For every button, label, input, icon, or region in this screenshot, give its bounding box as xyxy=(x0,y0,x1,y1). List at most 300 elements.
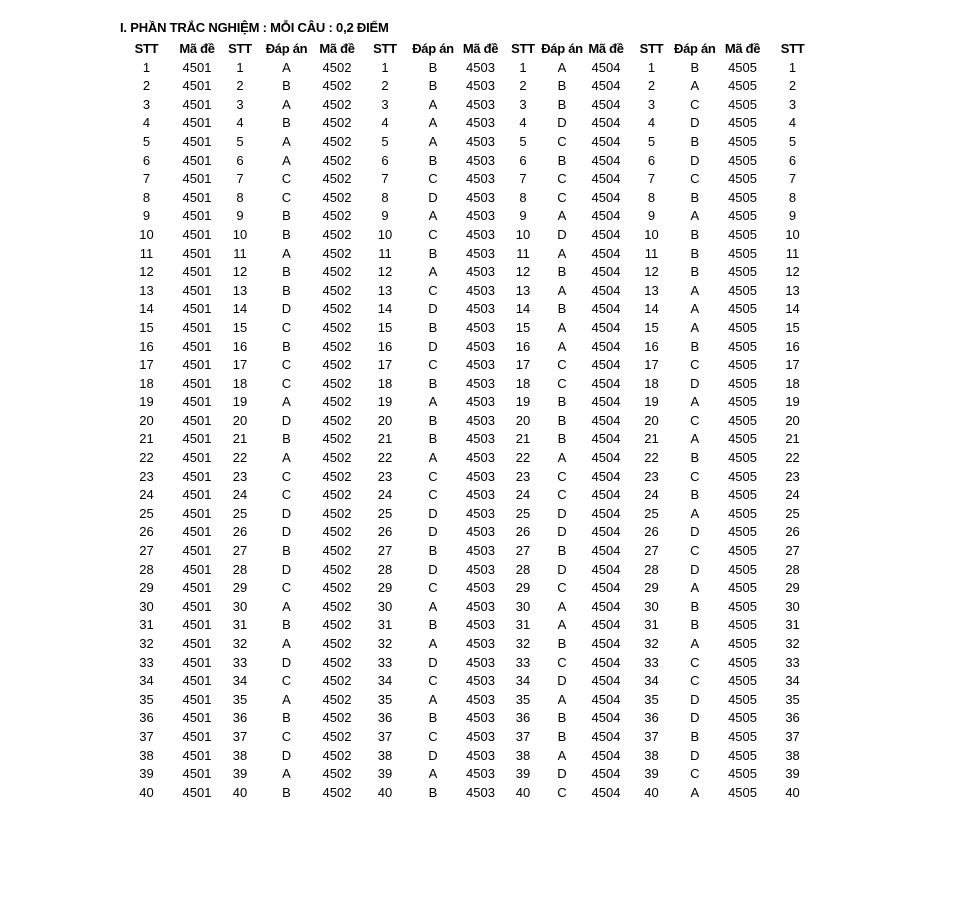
table-cell: 4504 xyxy=(591,654,621,670)
table-cell: 8 xyxy=(788,189,797,205)
table-cell: C xyxy=(690,171,700,187)
table-cell: D xyxy=(690,152,700,168)
table-cell: 38 xyxy=(232,747,248,763)
table-cell: B xyxy=(690,338,700,354)
table-cell: 20 xyxy=(515,412,531,428)
table-cell: 16 xyxy=(785,338,800,354)
table-cell: 33 xyxy=(232,654,248,670)
table-cell: 9 xyxy=(788,208,797,224)
table-cell: A xyxy=(282,394,291,410)
table-cell: B xyxy=(428,245,438,261)
table-cell: 4505 xyxy=(728,226,757,242)
table-cell: 4501 xyxy=(182,784,212,800)
table-cell: 14 xyxy=(232,301,248,317)
table-cell: 36 xyxy=(515,710,531,726)
table-row xyxy=(120,245,816,264)
table-cell: 1 xyxy=(788,59,797,75)
table-cell: 23 xyxy=(785,468,800,484)
table-body xyxy=(120,59,816,803)
table-cell: B xyxy=(557,412,567,428)
column-header: Mã đề xyxy=(179,41,215,56)
table-cell: 31 xyxy=(232,617,248,633)
table-cell: C xyxy=(557,189,567,205)
table-cell: 3 xyxy=(788,96,797,112)
table-cell: 4504 xyxy=(591,189,621,205)
table-cell: C xyxy=(281,319,292,335)
table-cell: 4501 xyxy=(182,338,212,354)
table-cell: 4501 xyxy=(182,450,212,466)
table-cell: 4504 xyxy=(591,505,621,521)
table-cell: 20 xyxy=(139,412,154,428)
table-cell: A xyxy=(282,152,291,168)
table-cell: 4502 xyxy=(322,636,352,651)
table-cell: 4502 xyxy=(322,412,352,428)
table-cell: 28 xyxy=(377,561,393,577)
table-cell: 4503 xyxy=(466,394,495,410)
table-cell: A xyxy=(282,96,291,112)
table-cell: 4505 xyxy=(728,728,757,744)
table-cell: 4502 xyxy=(322,747,352,763)
table-cell: C xyxy=(557,654,567,670)
table-cell: 34 xyxy=(644,673,659,689)
table-cell: 29 xyxy=(515,580,531,596)
table-cell: 35 xyxy=(785,691,800,707)
table-cell: 5 xyxy=(381,133,389,149)
table-cell: 4505 xyxy=(728,784,757,800)
table-cell: 4501 xyxy=(182,580,212,596)
table-cell: 4501 xyxy=(182,431,212,447)
table-cell: 4 xyxy=(236,115,244,131)
table-cell: 12 xyxy=(785,264,800,280)
table-cell: 35 xyxy=(139,691,154,707)
table-cell: A xyxy=(690,431,700,447)
table-cell: 7 xyxy=(381,171,389,187)
table-cell: 4502 xyxy=(322,561,352,577)
table-cell: 34 xyxy=(139,673,154,689)
table-cell: 4503 xyxy=(466,561,495,577)
table-cell: 4502 xyxy=(322,784,352,800)
table-cell: B xyxy=(690,450,700,466)
table-cell: 29 xyxy=(377,580,393,596)
table-cell: 36 xyxy=(644,710,659,726)
table-row xyxy=(120,356,816,375)
table-cell: 10 xyxy=(644,226,659,242)
table-cell: B xyxy=(557,301,567,317)
table-cell: 6 xyxy=(647,152,656,168)
table-cell: 13 xyxy=(377,282,393,298)
table-cell: 39 xyxy=(232,766,248,782)
table-cell: 4503 xyxy=(466,580,495,596)
table-cell: 4504 xyxy=(591,487,621,503)
table-cell: 27 xyxy=(232,543,248,559)
table-cell: 6 xyxy=(236,152,244,168)
table-cell: 8 xyxy=(381,189,389,205)
table-cell: 16 xyxy=(644,338,659,354)
table-cell: 4502 xyxy=(322,450,352,466)
table-cell: 4503 xyxy=(466,747,495,763)
table-cell: C xyxy=(281,357,292,373)
table-cell: 40 xyxy=(515,784,531,800)
table-row xyxy=(120,449,816,468)
table-cell: 4504 xyxy=(591,728,621,744)
table-cell: 4503 xyxy=(466,357,495,373)
table-cell: A xyxy=(282,450,291,466)
table-cell: B xyxy=(690,226,700,242)
table-cell: 15 xyxy=(515,319,531,335)
table-cell: 5 xyxy=(142,133,151,149)
table-cell: 35 xyxy=(515,691,531,707)
table-row xyxy=(120,709,816,728)
table-cell: 39 xyxy=(644,766,659,782)
table-cell: 21 xyxy=(644,431,659,447)
table-cell: 3 xyxy=(236,96,244,112)
table-cell: 18 xyxy=(644,375,659,391)
table-row xyxy=(120,747,816,766)
table-cell: C xyxy=(428,171,438,187)
table-cell: 37 xyxy=(377,728,393,744)
table-cell: 18 xyxy=(785,375,800,391)
table-cell: 4502 xyxy=(322,264,352,280)
table-cell: 4505 xyxy=(728,115,757,131)
table-cell: 4504 xyxy=(591,710,621,726)
table-cell: B xyxy=(690,598,700,614)
column-header: STT xyxy=(134,41,159,56)
table-cell: 4502 xyxy=(322,654,352,670)
table-cell: A xyxy=(428,598,438,614)
table-cell: 37 xyxy=(785,728,800,744)
table-cell: 28 xyxy=(644,561,659,577)
table-cell: 4502 xyxy=(322,617,352,633)
table-cell: B xyxy=(557,636,567,651)
table-cell: C xyxy=(557,580,567,596)
table-cell: A xyxy=(690,282,700,298)
table-cell: 4501 xyxy=(182,152,212,168)
table-cell: 4505 xyxy=(728,766,757,782)
table-row xyxy=(120,765,816,784)
table-row xyxy=(120,672,816,691)
table-row xyxy=(120,300,816,319)
table-cell: 34 xyxy=(232,673,248,689)
table-cell: 26 xyxy=(139,524,154,540)
table-cell: 4501 xyxy=(182,766,212,782)
table-cell: 4505 xyxy=(728,598,757,614)
table-cell: 4503 xyxy=(466,375,495,391)
table-cell: 21 xyxy=(377,431,393,447)
column-header: STT xyxy=(511,41,535,56)
table-cell: 4501 xyxy=(182,543,212,559)
table-cell: 5 xyxy=(236,133,244,149)
table-cell: 7 xyxy=(647,171,656,187)
table-cell: 2 xyxy=(647,78,656,94)
table-cell: 4502 xyxy=(322,301,352,317)
table-cell: 26 xyxy=(644,524,659,540)
table-cell: 4502 xyxy=(322,710,352,726)
table-cell: 31 xyxy=(377,617,393,633)
table-cell: 4505 xyxy=(728,264,757,280)
table-cell: 4504 xyxy=(591,412,621,428)
table-cell: 4504 xyxy=(591,524,621,540)
table-cell: D xyxy=(557,505,567,521)
table-cell: 4501 xyxy=(182,96,212,112)
table-cell: 27 xyxy=(644,543,659,559)
table-cell: 20 xyxy=(377,412,393,428)
table-cell: 4502 xyxy=(322,598,352,614)
table-cell: 4503 xyxy=(466,766,495,782)
table-cell: 10 xyxy=(515,226,531,242)
table-row xyxy=(120,523,816,542)
table-cell: 39 xyxy=(515,766,531,782)
table-cell: D xyxy=(690,747,700,763)
table-cell: 4 xyxy=(647,115,656,131)
table-cell: 4501 xyxy=(182,319,212,335)
table-cell: 4505 xyxy=(728,394,757,410)
table-row xyxy=(120,784,816,803)
table-cell: 7 xyxy=(236,171,244,187)
table-cell: 4505 xyxy=(728,208,757,224)
table-cell: A xyxy=(557,245,567,261)
table-cell: 23 xyxy=(377,468,393,484)
table-cell: 4503 xyxy=(466,673,495,689)
table-row xyxy=(120,375,816,394)
table-cell: 33 xyxy=(377,654,393,670)
table-cell: C xyxy=(281,728,292,744)
table-cell: 32 xyxy=(377,636,393,651)
table-cell: A xyxy=(557,59,567,75)
table-cell: D xyxy=(428,524,438,540)
table-cell: 30 xyxy=(515,598,531,614)
table-cell: B xyxy=(282,710,291,726)
table-cell: 4504 xyxy=(591,59,621,75)
column-header: STT xyxy=(780,41,805,56)
table-cell: 16 xyxy=(515,338,531,354)
table-cell: 31 xyxy=(139,617,154,633)
table-cell: 4505 xyxy=(728,133,757,149)
table-cell: 4504 xyxy=(591,245,621,261)
table-cell: C xyxy=(281,580,292,596)
table-cell: 34 xyxy=(515,673,531,689)
table-cell: 12 xyxy=(377,264,393,280)
table-cell: D xyxy=(557,226,567,242)
table-cell: 4503 xyxy=(466,636,495,651)
table-cell: 36 xyxy=(377,710,393,726)
table-cell: 16 xyxy=(232,338,248,354)
table-cell: 4504 xyxy=(591,96,621,112)
table-cell: C xyxy=(557,375,567,391)
table-cell: 5 xyxy=(519,133,527,149)
table-cell: 4504 xyxy=(591,580,621,596)
table-cell: 12 xyxy=(515,264,531,280)
table-cell: C xyxy=(428,282,438,298)
table-cell: 22 xyxy=(232,450,248,466)
table-cell: A xyxy=(690,208,700,224)
table-cell: 1 xyxy=(519,59,527,75)
table-cell: A xyxy=(282,766,291,782)
table-cell: 6 xyxy=(142,152,151,168)
table-cell: 18 xyxy=(139,375,154,391)
column-header: Mã đề xyxy=(462,41,499,56)
table-cell: 4505 xyxy=(728,561,757,577)
table-cell: 4505 xyxy=(728,319,757,335)
table-cell: 14 xyxy=(785,301,800,317)
table-cell: 31 xyxy=(785,617,800,633)
table-cell: 4501 xyxy=(182,412,212,428)
table-cell: A xyxy=(557,338,567,354)
table-cell: B xyxy=(557,728,567,744)
table-cell: C xyxy=(690,673,700,689)
table-cell: 4501 xyxy=(182,171,212,187)
table-cell: 4505 xyxy=(728,580,757,596)
table-cell: 4504 xyxy=(591,450,621,466)
table-cell: 22 xyxy=(644,450,659,466)
table-cell: 30 xyxy=(785,598,800,614)
table-cell: C xyxy=(281,487,292,503)
table-cell: 4501 xyxy=(182,524,212,540)
table-cell: 4503 xyxy=(466,264,495,280)
table-cell: 1 xyxy=(647,59,656,75)
table-cell: C xyxy=(690,412,700,428)
table-cell: C xyxy=(690,96,700,112)
table-cell: 4504 xyxy=(591,152,621,168)
table-row xyxy=(120,133,816,152)
table-cell: 4501 xyxy=(182,636,212,651)
table-cell: D xyxy=(557,561,567,577)
table-cell: 21 xyxy=(232,431,248,447)
table-cell: 30 xyxy=(644,598,659,614)
table-cell: 6 xyxy=(788,152,797,168)
table-row xyxy=(120,505,816,524)
table-cell: 4503 xyxy=(466,189,495,205)
table-row xyxy=(120,412,816,431)
table-cell: 18 xyxy=(232,375,248,391)
table-cell: 4504 xyxy=(591,747,621,763)
table-cell: 4501 xyxy=(182,747,212,763)
table-cell: 30 xyxy=(377,598,393,614)
table-cell: 4505 xyxy=(728,59,757,75)
header-row xyxy=(120,40,816,59)
table-cell: C xyxy=(281,189,292,205)
table-cell: B xyxy=(690,245,700,261)
table-cell: B xyxy=(428,431,438,447)
table-cell: 26 xyxy=(377,524,393,540)
table-cell: 4503 xyxy=(466,319,495,335)
table-cell: 21 xyxy=(139,431,154,447)
table-cell: 4502 xyxy=(322,766,352,782)
table-cell: 27 xyxy=(139,543,154,559)
table-cell: 18 xyxy=(515,375,531,391)
table-cell: 4504 xyxy=(591,375,621,391)
table-row xyxy=(120,96,816,115)
table-cell: 14 xyxy=(139,301,154,317)
table-cell: 4501 xyxy=(182,394,212,410)
table-cell: C xyxy=(281,468,292,484)
table-cell: C xyxy=(428,226,438,242)
table-cell: 4504 xyxy=(591,357,621,373)
table-cell: 20 xyxy=(232,412,248,428)
table-cell: 4504 xyxy=(591,282,621,298)
table-cell: B xyxy=(557,152,567,168)
table-cell: C xyxy=(557,171,567,187)
table-cell: 17 xyxy=(785,357,800,373)
table-cell: C xyxy=(557,468,567,484)
table-cell: A xyxy=(282,691,291,707)
table-cell: C xyxy=(557,784,567,800)
table-cell: 12 xyxy=(232,264,248,280)
table-cell: 4504 xyxy=(591,226,621,242)
table-cell: D xyxy=(428,338,438,354)
table-cell: 4502 xyxy=(322,59,352,75)
table-cell: 4505 xyxy=(728,450,757,466)
table-cell: 14 xyxy=(377,301,393,317)
table-cell: 4502 xyxy=(322,208,352,224)
table-cell: A xyxy=(557,282,567,298)
table-cell: 10 xyxy=(232,226,248,242)
table-cell: 4502 xyxy=(322,133,352,149)
table-cell: 4502 xyxy=(322,152,352,168)
table-cell: 15 xyxy=(644,319,659,335)
table-cell: B xyxy=(690,617,700,633)
table-cell: 3 xyxy=(647,96,656,112)
table-cell: 9 xyxy=(519,208,527,224)
table-cell: 22 xyxy=(515,450,531,466)
table-cell: 9 xyxy=(381,208,389,224)
table-cell: 24 xyxy=(139,487,154,503)
table-cell: A xyxy=(690,784,700,800)
table-cell: 22 xyxy=(377,450,393,466)
table-cell: 4501 xyxy=(182,487,212,503)
column-header: Đáp án xyxy=(412,41,454,56)
table-cell: 4501 xyxy=(182,617,212,633)
table-cell: 6 xyxy=(519,152,527,168)
table-cell: 8 xyxy=(519,189,527,205)
table-cell: 4501 xyxy=(182,357,212,373)
table-cell: 27 xyxy=(515,543,531,559)
table-cell: 38 xyxy=(644,747,659,763)
table-cell: 4503 xyxy=(466,431,495,447)
table-cell: 4505 xyxy=(728,617,757,633)
table-row xyxy=(120,189,816,208)
table-cell: B xyxy=(428,543,438,559)
table-cell: 40 xyxy=(377,784,393,800)
table-row xyxy=(120,468,816,487)
table-cell: 4503 xyxy=(466,691,495,707)
table-cell: 4505 xyxy=(728,357,757,373)
column-header: STT xyxy=(373,41,397,56)
table-cell: 4503 xyxy=(466,728,495,744)
table-cell: 28 xyxy=(515,561,531,577)
table-cell: A xyxy=(428,691,438,707)
table-cell: 4503 xyxy=(466,171,495,187)
table-cell: 4505 xyxy=(728,189,757,205)
table-cell: D xyxy=(281,561,292,577)
table-cell: 4502 xyxy=(322,319,352,335)
table-cell: 4502 xyxy=(322,357,352,373)
table-cell: 4505 xyxy=(728,301,757,317)
table-cell: 25 xyxy=(139,505,154,521)
table-row xyxy=(120,691,816,710)
table-cell: 4502 xyxy=(322,189,352,205)
table-cell: 38 xyxy=(377,747,393,763)
table-cell: 8 xyxy=(236,189,244,205)
table-cell: 19 xyxy=(139,394,154,410)
table-cell: 10 xyxy=(785,226,800,242)
table-row xyxy=(120,114,816,133)
table-cell: 4504 xyxy=(591,78,621,94)
table-cell: 10 xyxy=(377,226,393,242)
table-cell: 9 xyxy=(647,208,656,224)
table-cell: 4504 xyxy=(591,766,621,782)
table-row xyxy=(120,226,816,245)
table-cell: D xyxy=(690,524,700,540)
